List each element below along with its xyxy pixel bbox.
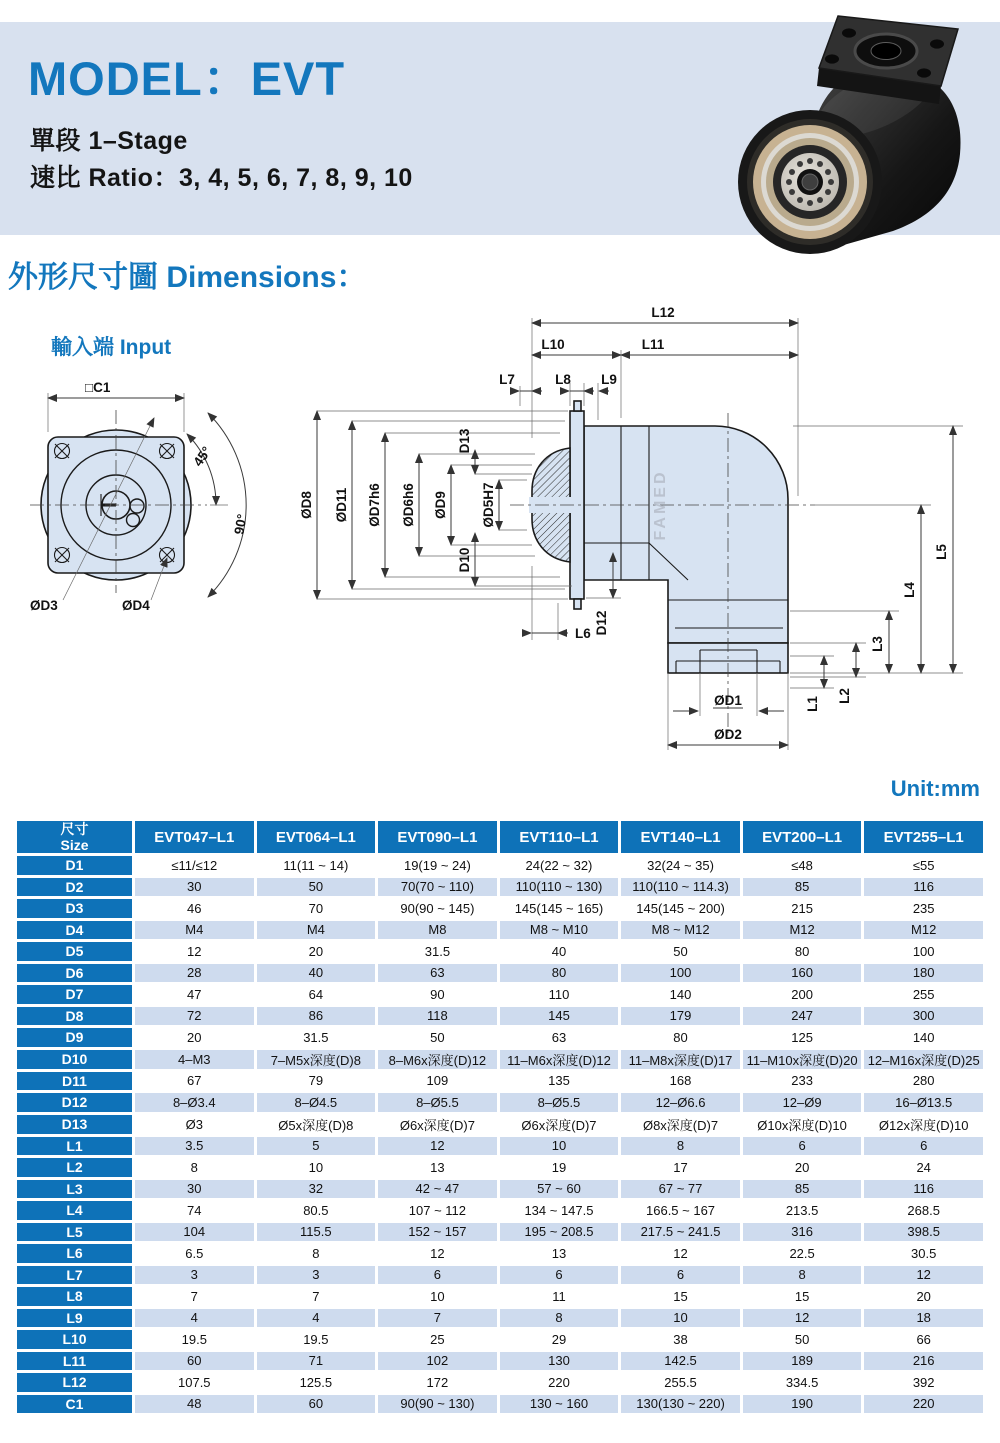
cell-D6-1: 40	[257, 964, 376, 983]
size-header-en: Size	[60, 837, 89, 853]
dim-label-l10: L10	[541, 337, 565, 352]
row-label-D5: D5	[17, 942, 132, 961]
cell-D3-0: 46	[135, 899, 254, 918]
row-label-D4: D4	[17, 921, 132, 940]
row-label-L11: L11	[17, 1352, 132, 1371]
cell-L9-5: 12	[743, 1309, 862, 1328]
cell-L10-4: 38	[621, 1330, 740, 1349]
table-row-D5	[17, 942, 983, 961]
cell-D7-5: 200	[743, 985, 862, 1004]
cell-L1-0: 3.5	[135, 1137, 254, 1156]
cell-D12-1: 8–Ø4.5	[257, 1093, 376, 1112]
page-title: MODEL：EVT	[28, 52, 346, 105]
cell-D1-0: ≤11/≤12	[135, 856, 254, 875]
cell-L9-0: 4	[135, 1309, 254, 1328]
cell-D2-3: 110(110 ~ 130)	[500, 878, 619, 897]
cell-L4-0: 74	[135, 1201, 254, 1220]
cell-D11-4: 168	[621, 1072, 740, 1091]
cell-L8-2: 10	[378, 1287, 497, 1306]
table-row-D2	[17, 878, 983, 897]
table-row-L11	[17, 1352, 983, 1371]
cell-D10-5: 11–M10x深度(D)20	[743, 1050, 862, 1069]
cell-L8-5: 15	[743, 1287, 862, 1306]
ratio-line: 速比 Ratio：3, 4, 5, 6, 7, 8, 9, 10	[30, 164, 413, 192]
cell-D11-3: 135	[500, 1072, 619, 1091]
cell-D2-1: 50	[257, 878, 376, 897]
cell-D4-0: M4	[135, 921, 254, 940]
cell-L11-2: 102	[378, 1352, 497, 1371]
cell-L10-6: 66	[864, 1330, 983, 1349]
cell-D8-5: 247	[743, 1007, 862, 1026]
stage-line: 單段 1–Stage	[30, 127, 188, 155]
cell-D12-5: 12–Ø9	[743, 1093, 862, 1112]
cell-D12-0: 8–Ø3.4	[135, 1093, 254, 1112]
cell-L7-4: 6	[621, 1266, 740, 1285]
cell-D7-4: 140	[621, 985, 740, 1004]
row-label-D1: D1	[17, 856, 132, 875]
cell-D2-0: 30	[135, 878, 254, 897]
dim-label-d7h6: ØD7h6	[367, 483, 382, 527]
table-row-D4	[17, 921, 983, 940]
cell-L12-2: 172	[378, 1373, 497, 1392]
cell-L2-6: 24	[864, 1158, 983, 1177]
side-section-view	[299, 305, 963, 750]
cell-L10-0: 19.5	[135, 1330, 254, 1349]
cell-L7-6: 12	[864, 1266, 983, 1285]
cell-L9-3: 8	[500, 1309, 619, 1328]
cell-D8-0: 72	[135, 1007, 254, 1026]
dim-label-d6h6: ØD6h6	[401, 483, 416, 527]
cell-L1-4: 8	[621, 1137, 740, 1156]
cell-D10-2: 8–M6x深度(D)12	[378, 1050, 497, 1069]
cell-D3-5: 215	[743, 899, 862, 918]
cell-L10-5: 50	[743, 1330, 862, 1349]
cell-D6-5: 160	[743, 964, 862, 983]
cell-L12-4: 255.5	[621, 1373, 740, 1392]
cell-D3-6: 235	[864, 899, 983, 918]
cell-L3-5: 85	[743, 1180, 862, 1199]
table-row-D6	[17, 964, 983, 983]
cell-D4-1: M4	[257, 921, 376, 940]
cell-D9-1: 31.5	[257, 1028, 376, 1047]
cell-L8-4: 15	[621, 1287, 740, 1306]
row-label-L10: L10	[17, 1330, 132, 1349]
cell-L12-6: 392	[864, 1373, 983, 1392]
cell-L11-0: 60	[135, 1352, 254, 1371]
cell-L5-6: 398.5	[864, 1223, 983, 1242]
cell-D10-0: 4–M3	[135, 1050, 254, 1069]
cell-L7-1: 3	[257, 1266, 376, 1285]
table-row-D10	[17, 1050, 983, 1069]
table-header-row	[17, 821, 983, 853]
cell-D3-4: 145(145 ~ 200)	[621, 899, 740, 918]
cell-L1-1: 5	[257, 1137, 376, 1156]
cell-D8-1: 86	[257, 1007, 376, 1026]
cell-D9-3: 63	[500, 1028, 619, 1047]
input-view-title: 輸入端 Input	[51, 336, 172, 359]
cell-D10-4: 11–M8x深度(D)17	[621, 1050, 740, 1069]
cell-L8-6: 20	[864, 1287, 983, 1306]
cell-D7-6: 255	[864, 985, 983, 1004]
cell-L10-1: 19.5	[257, 1330, 376, 1349]
row-label-D13: D13	[17, 1115, 132, 1134]
dim-label-l12: L12	[651, 305, 675, 320]
cell-D3-1: 70	[257, 899, 376, 918]
cell-L5-4: 217.5 ~ 241.5	[621, 1223, 740, 1242]
cell-L6-4: 12	[621, 1244, 740, 1263]
cell-L6-5: 22.5	[743, 1244, 862, 1263]
row-label-L1: L1	[17, 1137, 132, 1156]
dim-label-l8: L8	[555, 372, 571, 387]
cell-L4-2: 107 ~ 112	[378, 1201, 497, 1220]
dim-label-d3: ØD3	[30, 598, 58, 613]
dim-label-l9: L9	[601, 372, 617, 387]
cell-L7-5: 8	[743, 1266, 862, 1285]
cell-D6-0: 28	[135, 964, 254, 983]
table-row-D8	[17, 1007, 983, 1026]
cell-D1-6: ≤55	[864, 856, 983, 875]
cell-L2-0: 8	[135, 1158, 254, 1177]
cell-D4-3: M8 ~ M10	[500, 921, 619, 940]
cell-L4-6: 268.5	[864, 1201, 983, 1220]
dim-label-d4: ØD4	[122, 598, 150, 613]
dimensions-table	[14, 818, 986, 1416]
cell-D2-2: 70(70 ~ 110)	[378, 878, 497, 897]
row-label-L6: L6	[17, 1244, 132, 1263]
cell-L4-1: 80.5	[257, 1201, 376, 1220]
cell-D10-6: 12–M16x深度(D)25	[864, 1050, 983, 1069]
cell-L3-4: 67 ~ 77	[621, 1180, 740, 1199]
cell-D4-2: M8	[378, 921, 497, 940]
cell-D9-6: 140	[864, 1028, 983, 1047]
cell-D5-6: 100	[864, 942, 983, 961]
cell-L2-1: 10	[257, 1158, 376, 1177]
cell-D5-3: 40	[500, 942, 619, 961]
table-row-L7	[17, 1266, 983, 1285]
cell-D4-6: M12	[864, 921, 983, 940]
cell-D3-2: 90(90 ~ 145)	[378, 899, 497, 918]
row-label-L8: L8	[17, 1287, 132, 1306]
row-label-L3: L3	[17, 1180, 132, 1199]
cell-D7-0: 47	[135, 985, 254, 1004]
dim-label-l4: L4	[902, 582, 917, 598]
dim-label-d10: D10	[457, 547, 472, 573]
cell-D6-2: 63	[378, 964, 497, 983]
dim-label-45deg: 45°	[190, 443, 215, 470]
cell-L1-5: 6	[743, 1137, 862, 1156]
row-label-D3: D3	[17, 899, 132, 918]
cell-D5-2: 31.5	[378, 942, 497, 961]
cell-L6-1: 8	[257, 1244, 376, 1263]
cell-L1-6: 6	[864, 1137, 983, 1156]
cell-D8-4: 179	[621, 1007, 740, 1026]
table-row-L12	[17, 1373, 983, 1392]
cell-L9-4: 10	[621, 1309, 740, 1328]
cell-L11-4: 142.5	[621, 1352, 740, 1371]
row-label-D7: D7	[17, 985, 132, 1004]
cell-L12-5: 334.5	[743, 1373, 862, 1392]
cell-L6-2: 12	[378, 1244, 497, 1263]
cell-D11-5: 233	[743, 1072, 862, 1091]
column-header-6: EVT255–L1	[864, 821, 983, 853]
dim-label-d5h7: ØD5H7	[481, 482, 496, 528]
cell-D9-5: 125	[743, 1028, 862, 1047]
table-row-L8	[17, 1287, 983, 1306]
cell-C1-3: 130 ~ 160	[500, 1395, 619, 1414]
cell-L8-3: 11	[500, 1287, 619, 1306]
cell-D6-4: 100	[621, 964, 740, 983]
size-header-cell	[17, 821, 132, 853]
table-row-D13	[17, 1115, 983, 1134]
cell-D7-1: 64	[257, 985, 376, 1004]
cell-D4-4: M8 ~ M12	[621, 921, 740, 940]
row-label-D8: D8	[17, 1007, 132, 1026]
cell-L1-2: 12	[378, 1137, 497, 1156]
cell-D12-2: 8–Ø5.5	[378, 1093, 497, 1112]
cell-D11-6: 280	[864, 1072, 983, 1091]
column-header-3: EVT110–L1	[500, 821, 619, 853]
cell-D9-0: 20	[135, 1028, 254, 1047]
size-header-cn: 尺寸	[60, 821, 89, 837]
cell-D6-3: 80	[500, 964, 619, 983]
column-header-1: EVT064–L1	[257, 821, 376, 853]
cell-L8-1: 7	[257, 1287, 376, 1306]
table-row-D1	[17, 856, 983, 875]
row-label-D6: D6	[17, 964, 132, 983]
table-row-L9	[17, 1309, 983, 1328]
dim-label-l2: L2	[837, 688, 852, 704]
cell-D5-5: 80	[743, 942, 862, 961]
table-row-C1	[17, 1395, 983, 1414]
cell-L6-6: 30.5	[864, 1244, 983, 1263]
row-label-D10: D10	[17, 1050, 132, 1069]
table-row-D9	[17, 1028, 983, 1047]
cell-L5-2: 152 ~ 157	[378, 1223, 497, 1242]
cell-D1-1: 11(11 ~ 14)	[257, 856, 376, 875]
cell-L2-4: 17	[621, 1158, 740, 1177]
cell-L11-6: 216	[864, 1352, 983, 1371]
cell-D5-1: 20	[257, 942, 376, 961]
cell-L12-1: 125.5	[257, 1373, 376, 1392]
cell-L3-0: 30	[135, 1180, 254, 1199]
cell-D7-2: 90	[378, 985, 497, 1004]
cell-L9-6: 18	[864, 1309, 983, 1328]
row-label-L4: L4	[17, 1201, 132, 1220]
cell-L6-0: 6.5	[135, 1244, 254, 1263]
dim-label-d1: ØD1	[714, 693, 742, 708]
cell-L5-1: 115.5	[257, 1223, 376, 1242]
cell-D4-5: M12	[743, 921, 862, 940]
cell-L4-4: 166.5 ~ 167	[621, 1201, 740, 1220]
column-header-2: EVT090–L1	[378, 821, 497, 853]
cell-D2-5: 85	[743, 878, 862, 897]
cell-D1-5: ≤48	[743, 856, 862, 875]
dim-label-90deg: 90°	[231, 512, 250, 536]
dim-label-c1: □C1	[85, 380, 111, 395]
cell-L11-1: 71	[257, 1352, 376, 1371]
cell-L11-5: 189	[743, 1352, 862, 1371]
cell-L9-1: 4	[257, 1309, 376, 1328]
cell-D5-4: 50	[621, 942, 740, 961]
cell-L12-3: 220	[500, 1373, 619, 1392]
cell-D12-3: 8–Ø5.5	[500, 1093, 619, 1112]
brand-watermark: FAMED	[652, 469, 669, 541]
cell-L1-3: 10	[500, 1137, 619, 1156]
row-label-D9: D9	[17, 1028, 132, 1047]
row-label-D12: D12	[17, 1093, 132, 1112]
cell-C1-6: 220	[864, 1395, 983, 1414]
cell-D13-5: Ø10x深度(D)10	[743, 1115, 862, 1134]
table-row-L4	[17, 1201, 983, 1220]
cell-L7-0: 3	[135, 1266, 254, 1285]
cell-D7-3: 110	[500, 985, 619, 1004]
cell-D1-2: 19(19 ~ 24)	[378, 856, 497, 875]
column-header-5: EVT200–L1	[743, 821, 862, 853]
cell-D11-1: 79	[257, 1072, 376, 1091]
right-length-dims	[790, 426, 963, 712]
cell-D8-6: 300	[864, 1007, 983, 1026]
cell-L4-3: 134 ~ 147.5	[500, 1201, 619, 1220]
unit-label: Unit:mm	[890, 776, 980, 801]
cell-D13-1: Ø5x深度(D)8	[257, 1115, 376, 1134]
cell-D11-2: 109	[378, 1072, 497, 1091]
cell-L2-2: 13	[378, 1158, 497, 1177]
column-header-0: EVT047–L1	[135, 821, 254, 853]
column-header-4: EVT140–L1	[621, 821, 740, 853]
cell-D2-4: 110(110 ~ 114.3)	[621, 878, 740, 897]
dim-label-d13: D13	[457, 428, 472, 454]
cell-C1-4: 130(130 ~ 220)	[621, 1395, 740, 1414]
cell-L9-2: 7	[378, 1309, 497, 1328]
table-row-L5	[17, 1223, 983, 1242]
cell-D13-2: Ø6x深度(D)7	[378, 1115, 497, 1134]
cell-L5-0: 104	[135, 1223, 254, 1242]
dim-label-d12: D12	[594, 610, 609, 636]
row-label-L2: L2	[17, 1158, 132, 1177]
cell-D12-6: 16–Ø13.5	[864, 1093, 983, 1112]
output-face	[738, 110, 882, 254]
cell-D10-3: 11–M6x深度(D)12	[500, 1050, 619, 1069]
cell-D13-6: Ø12x深度(D)10	[864, 1115, 983, 1134]
dim-label-d2: ØD2	[714, 727, 742, 742]
table-row-D12	[17, 1093, 983, 1112]
dim-label-l6: L6	[575, 626, 591, 641]
cell-L5-3: 195 ~ 208.5	[500, 1223, 619, 1242]
cell-D13-4: Ø8x深度(D)7	[621, 1115, 740, 1134]
dim-label-d11: ØD11	[334, 487, 349, 523]
cell-C1-2: 90(90 ~ 130)	[378, 1395, 497, 1414]
table-row-L6	[17, 1244, 983, 1263]
cell-D8-2: 118	[378, 1007, 497, 1026]
cell-L12-0: 107.5	[135, 1373, 254, 1392]
cell-D13-3: Ø6x深度(D)7	[500, 1115, 619, 1134]
cell-L3-2: 42 ~ 47	[378, 1180, 497, 1199]
row-label-L7: L7	[17, 1266, 132, 1285]
cell-L4-5: 213.5	[743, 1201, 862, 1220]
dim-label-l5: L5	[934, 544, 949, 560]
cell-D6-6: 180	[864, 964, 983, 983]
cell-C1-1: 60	[257, 1395, 376, 1414]
cell-L3-6: 116	[864, 1180, 983, 1199]
table-body	[17, 856, 983, 1413]
table-row-L1	[17, 1137, 983, 1156]
row-label-L5: L5	[17, 1223, 132, 1242]
row-label-C1: C1	[17, 1395, 132, 1414]
cell-L6-3: 13	[500, 1244, 619, 1263]
cell-D8-3: 145	[500, 1007, 619, 1026]
row-label-D11: D11	[17, 1072, 132, 1091]
cell-L2-5: 20	[743, 1158, 862, 1177]
cell-L7-3: 6	[500, 1266, 619, 1285]
dim-label-l7: L7	[499, 372, 515, 387]
cell-L11-3: 130	[500, 1352, 619, 1371]
row-label-L12: L12	[17, 1373, 132, 1392]
table-row-L3	[17, 1180, 983, 1199]
cell-L3-1: 32	[257, 1180, 376, 1199]
table-row-D11	[17, 1072, 983, 1091]
cell-D3-3: 145(145 ~ 165)	[500, 899, 619, 918]
cell-L10-3: 29	[500, 1330, 619, 1349]
dimensions-drawing	[15, 298, 995, 810]
cell-D11-0: 67	[135, 1072, 254, 1091]
section-title: 外形尺寸圖 Dimensions：	[8, 261, 367, 294]
dim-label-d8: ØD8	[299, 491, 314, 519]
cell-D1-4: 32(24 ~ 35)	[621, 856, 740, 875]
table-row-L10	[17, 1330, 983, 1349]
cell-L10-2: 25	[378, 1330, 497, 1349]
cell-L8-0: 7	[135, 1287, 254, 1306]
cell-C1-0: 48	[135, 1395, 254, 1414]
dim-label-l1: L1	[805, 696, 820, 712]
cell-L2-3: 19	[500, 1158, 619, 1177]
cell-L3-3: 57 ~ 60	[500, 1180, 619, 1199]
row-label-L9: L9	[17, 1309, 132, 1328]
cell-L7-2: 6	[378, 1266, 497, 1285]
cell-D1-3: 24(22 ~ 32)	[500, 856, 619, 875]
cell-D5-0: 12	[135, 942, 254, 961]
table-row-D3	[17, 899, 983, 918]
dim-label-l3: L3	[870, 636, 885, 652]
input-end-view	[30, 380, 250, 613]
cell-D10-1: 7–M5x深度(D)8	[257, 1050, 376, 1069]
row-label-D2: D2	[17, 878, 132, 897]
dim-label-d9: ØD9	[433, 491, 448, 519]
cell-D2-6: 116	[864, 878, 983, 897]
cell-D9-4: 80	[621, 1028, 740, 1047]
cell-C1-5: 190	[743, 1395, 862, 1414]
table-row-L2	[17, 1158, 983, 1177]
cell-D13-0: Ø3	[135, 1115, 254, 1134]
table-row-D7	[17, 985, 983, 1004]
cell-D9-2: 50	[378, 1028, 497, 1047]
dim-label-l11: L11	[641, 337, 665, 352]
product-photo	[715, 2, 995, 268]
cell-L5-5: 316	[743, 1223, 862, 1242]
cell-D12-4: 12–Ø6.6	[621, 1093, 740, 1112]
